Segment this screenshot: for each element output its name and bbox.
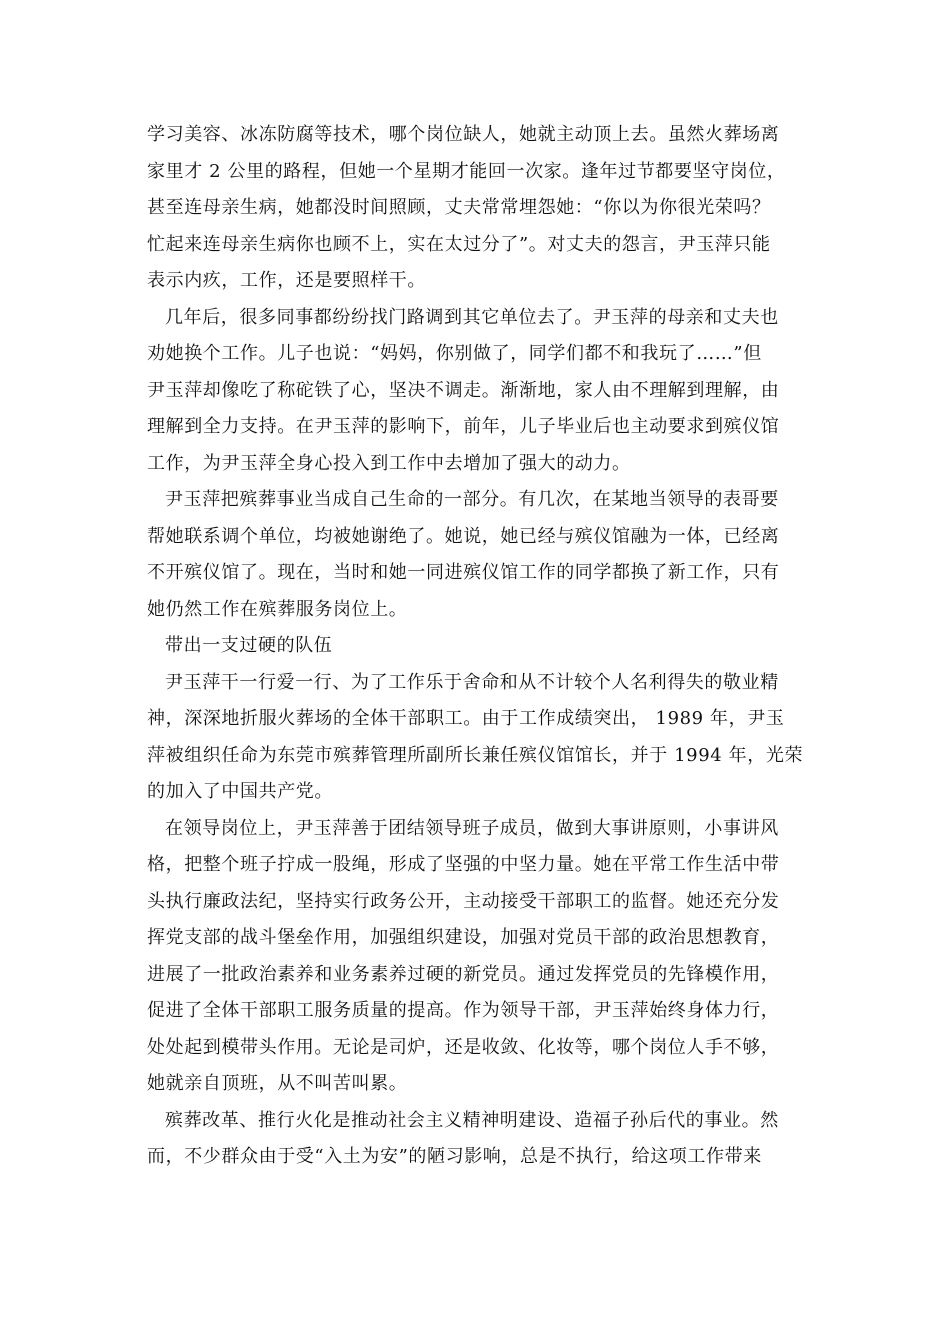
paragraph-start-line: 尹玉萍把殡葬事业当成自己生命的一部分。有几次，在某地当领导的表哥要 — [165, 489, 779, 510]
text-line: 忙起来连母亲生病你也顾不上，实在太过分了”。对丈夫的怨言，尹玉萍只能 — [147, 233, 771, 255]
text-line: 格，把整个班子拧成一股绳，形成了坚强的中坚力量。她在平常工作生活中带 — [147, 854, 780, 875]
section-heading: 带出一支过硬的队伍 — [165, 635, 333, 656]
paragraph-start-line: 在领导岗位上，尹玉萍善于团结领导班子成员，做到大事讲原则，小事讲风 — [165, 817, 779, 839]
paragraph-start-line: 几年后，很多同事都纷纷找门路调到其它单位去了。尹玉萍的母亲和丈夫也 — [165, 306, 779, 328]
text-line: 萍被组织任命为东莞市殡葬管理所副所长兼任殡仪馆馆长，并于 1994 年，光荣 — [147, 744, 804, 766]
body-text — [147, 117, 807, 1176]
text-line: 甚至连母亲生病，她都没时间照顾，丈夫常常埋怨她：“你以为你很光荣吗？ — [147, 197, 771, 218]
text-line: 尹玉萍却像吃了称砣铁了心，坚决不调走。渐渐地，家人由不理解到理解，由 — [147, 379, 780, 401]
paragraph-start-line: 尹玉萍干一行爱一行、为了工作乐于舍命和从不计较个人名利得失的敬业精 — [165, 671, 779, 693]
text-line: 家里才 2 公里的路程，但她一个星期才能回一次家。逢年过节都要坚守岗位， — [147, 160, 786, 182]
text-line: 学习美容、冰冻防腐等技术，哪个岗位缺人，她就主动顶上去。虽然火葬场离 — [147, 124, 780, 145]
text-line: 劝她换个工作。儿子也说：“妈妈，你别做了，同学们都不和我玩了……”但 — [147, 343, 762, 364]
text-line: 进展了一批政治素养和业务素养过硬的新党员。通过发挥党员的先锋模作用， — [147, 963, 780, 985]
text-line: 挥党支部的战斗堡垒作用，加强组织建设，加强对党员干部的政治思想教育， — [147, 927, 780, 948]
text-line: 理解到全力支持。在尹玉萍的影响下，前年，儿子毕业后也主动要求到殡仪馆 — [147, 416, 780, 437]
text-line: 她仍然工作在殡葬服务岗位上。 — [147, 598, 408, 620]
text-line: 促进了全体干部职工服务质量的提高。作为领导干部，尹玉萍始终身体力行， — [147, 1000, 780, 1021]
text-line: 头执行廉政法纪，坚持实行政务公开，主动接受干部职工的监督。她还充分发 — [147, 890, 780, 912]
text-line: 工作，为尹玉萍全身心投入到工作中去增加了强大的动力。 — [147, 452, 631, 474]
text-line: 她就亲自顶班，从不叫苦叫累。 — [147, 1073, 408, 1094]
text-line: 处处起到模带头作用。无论是司炉，还是收敛、化妆等，哪个岗位人手不够， — [147, 1036, 780, 1058]
text-line: 不开殡仪馆了。现在，当时和她一同进殡仪馆工作的同学都换了新工作，只有 — [147, 562, 780, 583]
text-line: 帮她联系调个单位，均被她谢绝了。她说，她已经与殡仪馆融为一体，已经离 — [147, 525, 780, 547]
text-line: 的加入了中国共产党。 — [147, 781, 333, 802]
text-line: 表示内疚，工作，还是要照样干。 — [147, 270, 426, 291]
paragraph-start-line: 殡葬改革、推行火化是推动社会主义精神明建设、造福子孙后代的事业。然 — [165, 1109, 779, 1131]
text-line: 而，不少群众由于受“入土为安”的陋习影响，总是不执行，给这项工作带来 — [147, 1146, 762, 1167]
text-line: 神，深深地折服火葬场的全体干部职工。由于工作成绩突出， 1989 年，尹玉 — [147, 708, 785, 729]
